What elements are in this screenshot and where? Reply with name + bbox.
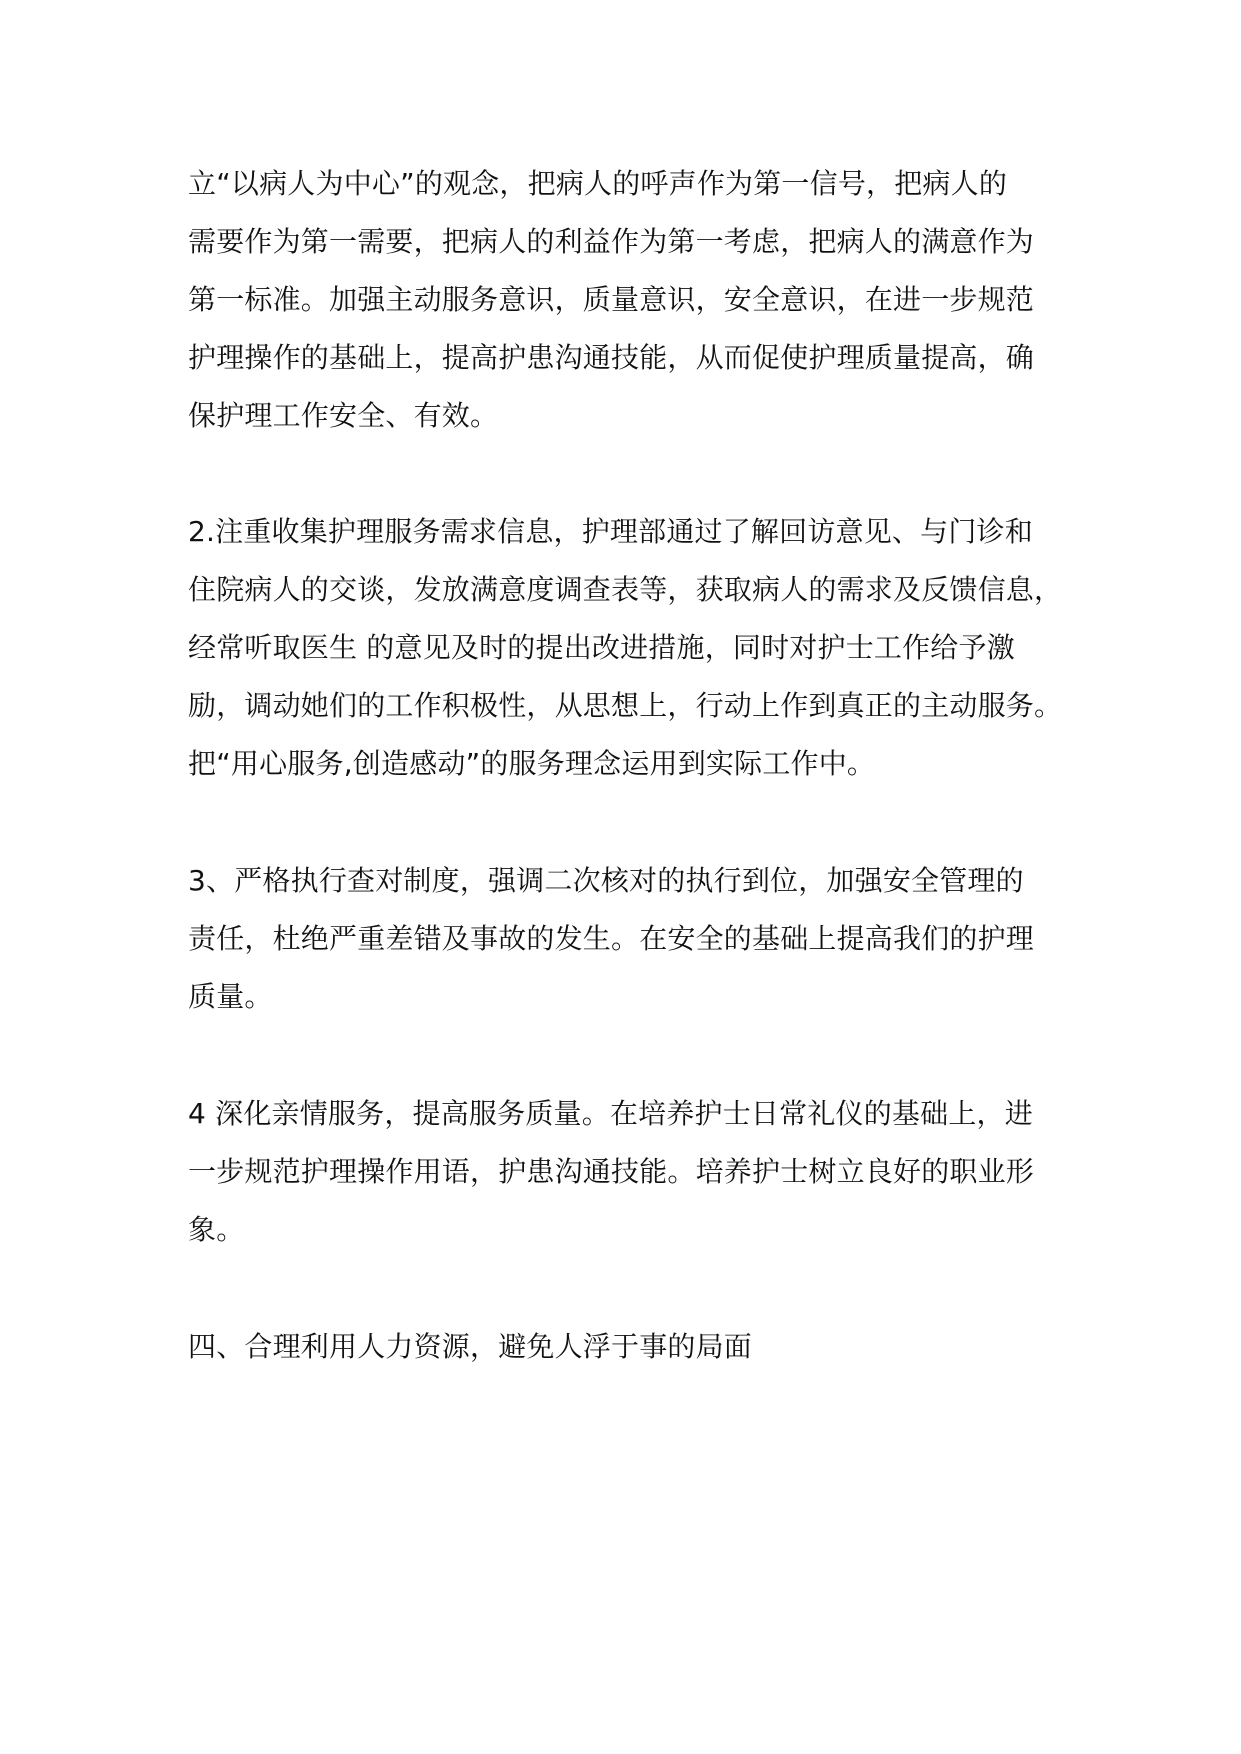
paragraph-4-line-2: 一步规范护理操作用语，护患沟通技能。培养护士树立良好的职业形	[188, 1155, 1035, 1188]
paragraph-2-line-3: 经常听取医生 的意见及时的提出改进措施，同时对护士工作给予激	[188, 631, 1015, 664]
section-heading: 四、合理利用人力资源，避免人浮于事的局面	[188, 1330, 753, 1363]
paragraph-1-line-5: 保护理工作安全、有效。	[188, 399, 499, 432]
paragraph-1-line-2: 需要作为第一需要，把病人的利益作为第一考虑，把病人的满意作为	[188, 225, 1035, 258]
paragraph-1-line-4: 护理操作的基础上，提高护患沟通技能，从而促使护理质量提高，确	[188, 341, 1035, 374]
paragraph-1-line-1: 立“以病人为中心”的观念，把病人的呼声作为第一信号，把病人的	[188, 167, 1008, 200]
paragraph-3-line-1: 3、严格执行查对制度，强调二次核对的执行到位，加强安全管理的	[188, 864, 1024, 897]
paragraph-4-line-3: 象。	[188, 1213, 245, 1246]
paragraph-3-line-2: 责任，杜绝严重差错及事故的发生。在安全的基础上提高我们的护理	[188, 922, 1035, 955]
paragraph-2-line-4: 励，调动她们的工作积极性，从思想上，行动上作到真正的主动服务。	[188, 689, 1063, 722]
paragraph-2-line-1: 2.注重收集护理服务需求信息，护理部通过了解回访意见、与门诊和	[188, 515, 1033, 548]
paragraph-1-line-3: 第一标准。加强主动服务意识，质量意识，安全意识，在进一步规范	[188, 283, 1035, 316]
paragraph-4-line-1: 4 深化亲情服务，提高服务质量。在培养护士日常礼仪的基础上，进	[188, 1097, 1033, 1130]
paragraph-2-line-5: 把“用心服务,创造感动”的服务理念运用到实际工作中。	[188, 747, 876, 780]
paragraph-2-line-2: 住院病人的交谈，发放满意度调查表等，获取病人的需求及反馈信息，	[188, 573, 1063, 606]
paragraph-3-line-3: 质量。	[188, 980, 273, 1013]
